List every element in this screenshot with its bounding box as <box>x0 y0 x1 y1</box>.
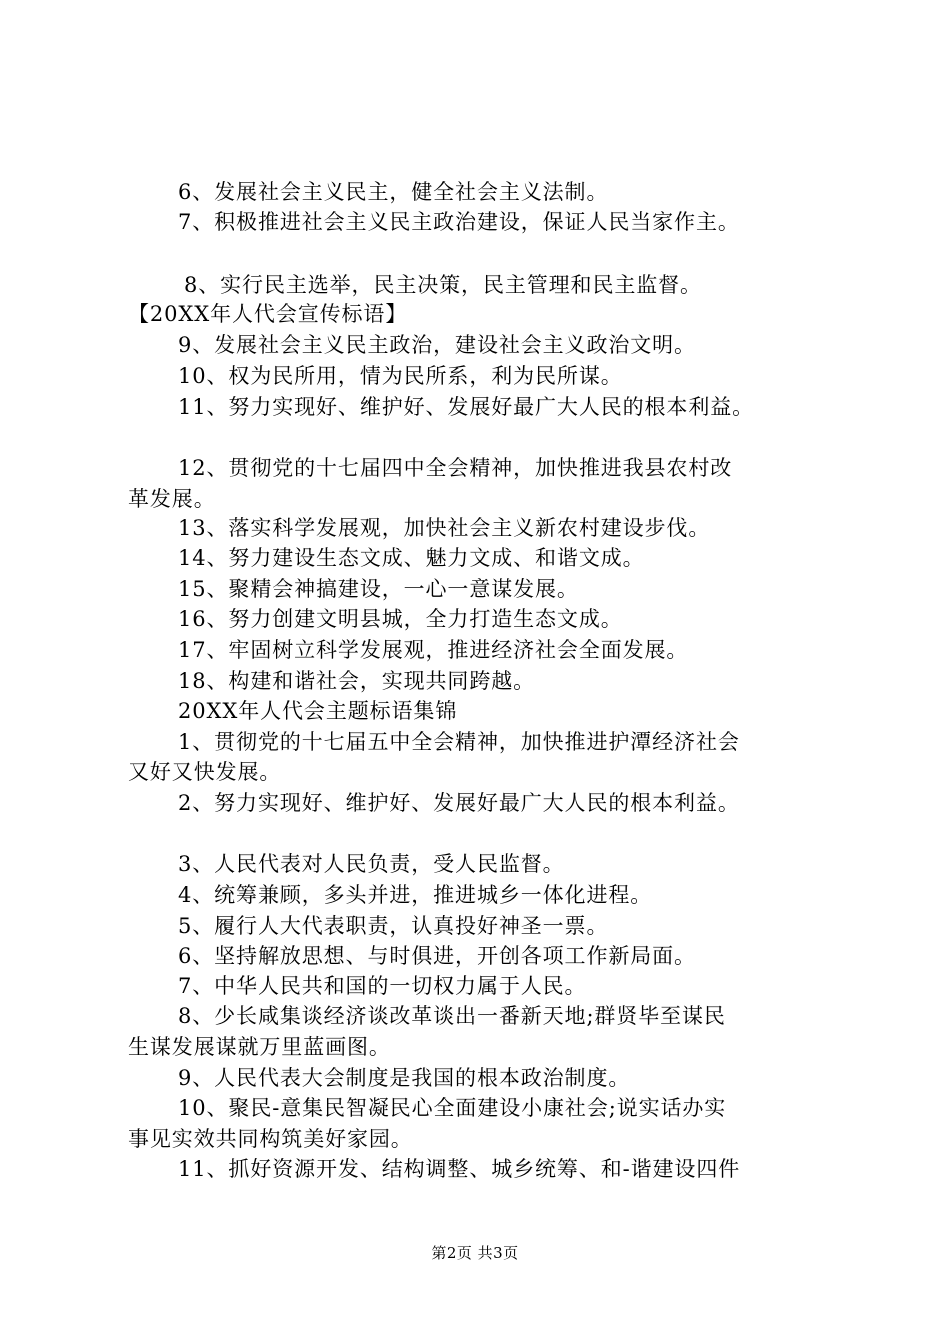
text-line: 10、权为民所用，情为民所系，利为民所谋。 <box>178 364 623 388</box>
text-line: 又好又快发展。 <box>128 760 282 784</box>
text-line: 14、努力建设生态文成、魅力文成、和谐文成。 <box>178 546 645 570</box>
page-footer: 第2页 共3页 <box>431 1244 519 1262</box>
text-line: 7、中华人民共和国的一切权力属于人民。 <box>178 974 587 998</box>
text-line: 8、少长咸集谈经济谈改革谈出一番新天地;群贤毕至谋民 <box>178 1004 726 1028</box>
text-line: 2、努力实现好、维护好、发展好最广大人民的根本利益。 <box>178 791 740 815</box>
text-line: 11、抓好资源开发、结构调整、城乡统筹、和-谐建设四件 <box>178 1157 741 1181</box>
text-line: 9、人民代表大会制度是我国的根本政治制度。 <box>178 1066 631 1090</box>
text-line: 6、坚持解放思想、与时俱进，开创各项工作新局面。 <box>178 944 696 968</box>
text-line: 事见实效共同构筑美好家园。 <box>128 1127 413 1151</box>
text-line: 16、努力创建文明县城，全力打造生态文成。 <box>178 607 623 631</box>
text-line: 5、履行人大代表职责，认真投好神圣一票。 <box>178 914 609 938</box>
text-line: 10、聚民-意集民智凝民心全面建设小康社会;说实话办实 <box>178 1096 727 1120</box>
text-line: 6、发展社会主义民主，健全社会主义法制。 <box>178 180 609 204</box>
text-line: 生谋发展谋就万里蓝画图。 <box>128 1035 391 1059</box>
text-line: 7、积极推进社会主义民主政治建设，保证人民当家作主。 <box>178 210 740 234</box>
section-heading: 【20XX年人代会宣传标语】 <box>128 302 408 326</box>
text-line: 17、牢固树立科学发展观，推进经济社会全面发展。 <box>178 638 689 662</box>
text-line: 8、实行民主选举，民主决策，民主管理和民主监督。 <box>184 273 702 297</box>
text-line: 1、贯彻党的十七届五中全会精神，加快推进护潭经济社会 <box>178 730 740 754</box>
text-line: 革发展。 <box>128 487 216 511</box>
text-line: 4、统筹兼顾，多头并进，推进城乡一体化进程。 <box>178 883 653 907</box>
text-line: 18、构建和谐社会，实现共同跨越。 <box>178 669 536 693</box>
text-line: 3、人民代表对人民负责，受人民监督。 <box>178 852 565 876</box>
text-line: 12、贯彻党的十七届四中全会精神，加快推进我县农村改 <box>178 456 733 480</box>
section-heading: 20XX年人代会主题标语集锦 <box>178 699 458 723</box>
text-line: 15、聚精会神搞建设，一心一意谋发展。 <box>178 577 579 601</box>
text-line: 9、发展社会主义民主政治，建设社会主义政治文明。 <box>178 333 696 357</box>
text-line: 13、落实科学发展观，加快社会主义新农村建设步伐。 <box>178 516 711 540</box>
text-line: 11、努力实现好、维护好、发展好最广大人民的根本利益。 <box>178 395 755 419</box>
